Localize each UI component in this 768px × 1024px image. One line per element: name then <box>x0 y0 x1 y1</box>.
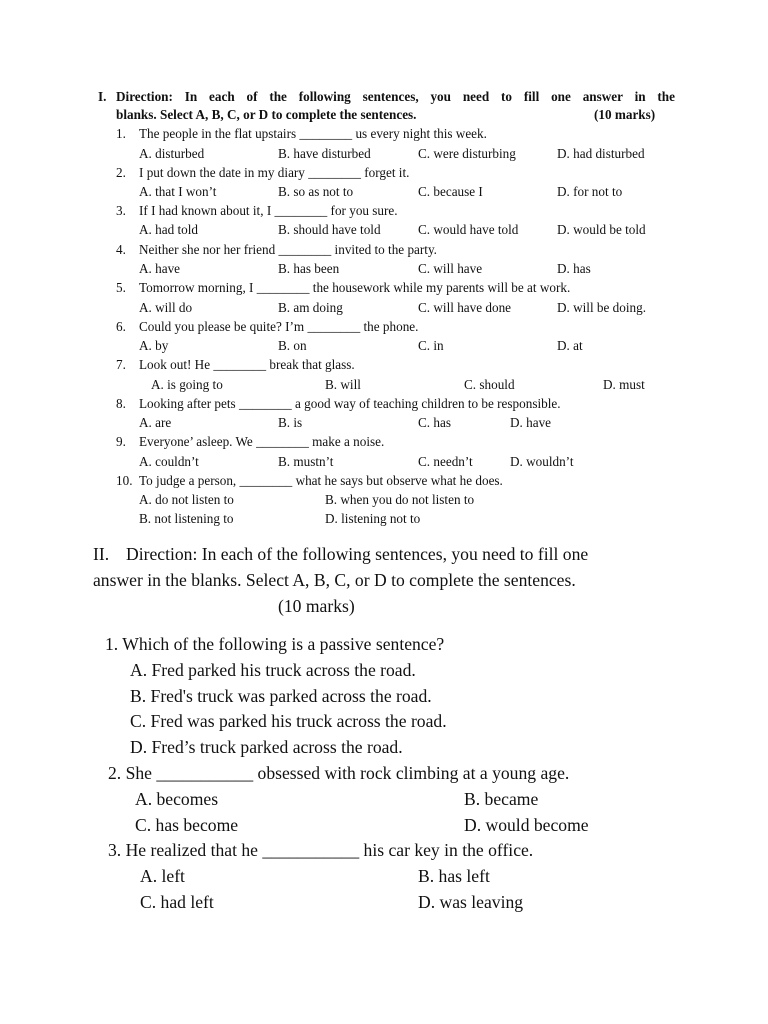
option-c: C. would have told <box>418 222 519 237</box>
section-2-direction-line-2: answer in the blanks. Select A, B, C, or D to complete the sentences. <box>93 570 576 590</box>
question-text: 1. Which of the following is a passive sentence? <box>105 634 445 654</box>
section-2-direction-line-1: Direction: In each of the following sentences, you need to fill one <box>126 544 589 564</box>
question-number: 2. <box>116 165 126 180</box>
option-d: D. would become <box>464 815 589 835</box>
option-a: A. had told <box>139 222 198 237</box>
question-number: 7. <box>116 357 126 372</box>
option-a: A. have <box>139 261 181 276</box>
option-d: D. listening not to <box>325 511 421 526</box>
option-b: B. have disturbed <box>278 146 371 161</box>
option-d: D. would be told <box>557 222 646 237</box>
option-d: D. has <box>557 261 591 276</box>
question-number: 1. <box>116 126 126 141</box>
option-a: A. Fred parked his truck across the road. <box>130 660 416 680</box>
option-c: C. should <box>464 377 515 392</box>
option-b-second: B. not listening to <box>139 511 234 526</box>
option-d: D. Fred’s truck parked across the road. <box>130 737 403 757</box>
option-c: C. has <box>418 415 451 430</box>
question-text: Looking after pets ________ a good way of teaching children to be responsible. <box>139 396 561 411</box>
option-c: C. will have done <box>418 300 512 315</box>
section-2-marks: (10 marks) <box>278 596 355 616</box>
option-c: C. in <box>418 338 444 353</box>
option-b: B. is <box>278 415 303 430</box>
option-b: B. should have told <box>278 222 381 237</box>
option-a: A. is going to <box>151 377 223 392</box>
question-text: I put down the date in my diary ________ forget it. <box>139 165 410 180</box>
question-number: 10. <box>116 473 133 488</box>
question-text: Everyone’ asleep. We ________ make a noise. <box>139 434 385 449</box>
option-b: B. became <box>464 789 539 809</box>
question-text: Look out! He ________ break that glass. <box>139 357 355 372</box>
section-1-direction-line-2: blanks. Select A, B, C, or D to complete the sentences. <box>116 107 417 122</box>
question-number: 9. <box>116 434 126 449</box>
option-c: C. had left <box>140 892 214 912</box>
option-b: B. so as not to <box>278 184 354 199</box>
option-a: A. becomes <box>135 789 219 809</box>
question-text: 3. He realized that he ___________ his car key in the office. <box>108 840 534 860</box>
question-number: 6. <box>116 319 126 334</box>
option-a: A. disturbed <box>139 146 205 161</box>
option-d: D. will be doing. <box>557 300 647 315</box>
option-b: B. on <box>278 338 307 353</box>
option-a: A. that I won’t <box>139 184 217 199</box>
option-a: A. couldn’t <box>139 454 199 469</box>
section-1-direction-line-1: Direction: In each of the following sentences, you need to fill one answer in the <box>116 89 675 104</box>
option-d: D. for not to <box>557 184 623 199</box>
option-b: B. when you do not listen to <box>325 492 475 507</box>
option-d: D. must <box>603 377 645 392</box>
question-text: Neither she nor her friend ________ invited to the party. <box>139 242 437 257</box>
option-c: C. were disturbing <box>418 146 516 161</box>
option-d: D. at <box>557 338 583 353</box>
option-d: D. have <box>510 415 552 430</box>
question-text: 2. She ___________ obsessed with rock climbing at a young age. <box>108 763 570 783</box>
question-text: The people in the flat upstairs ________ us every night this week. <box>139 126 487 141</box>
option-b: B. has left <box>418 866 490 886</box>
option-b: B. Fred's truck was parked across the road. <box>130 686 432 706</box>
option-a: A. are <box>139 415 172 430</box>
section-2-numeral: II. <box>93 544 110 564</box>
option-d: D. wouldn’t <box>510 454 574 469</box>
option-b: B. mustn’t <box>278 454 334 469</box>
option-b: B. has been <box>278 261 340 276</box>
option-a: A. by <box>139 338 169 353</box>
option-a: A. do not listen to <box>139 492 234 507</box>
question-text: To judge a person, ________ what he says but observe what he does. <box>139 473 503 488</box>
option-c: C. has become <box>135 815 239 835</box>
option-b: B. will <box>325 377 361 392</box>
option-a: A. left <box>140 866 185 886</box>
option-d: D. was leaving <box>418 892 524 912</box>
question-text: Could you please be quite? I’m ________ the phone. <box>139 319 419 334</box>
option-b: B. am doing <box>278 300 343 315</box>
question-text: If I had known about it, I ________ for you sure. <box>139 203 398 218</box>
question-number: 3. <box>116 203 126 218</box>
question-number: 8. <box>116 396 126 411</box>
option-c: C. will have <box>418 261 483 276</box>
option-a: A. will do <box>139 300 193 315</box>
section-1-numeral: I. <box>98 89 107 104</box>
option-c: C. needn’t <box>418 454 473 469</box>
section-1-marks: (10 marks) <box>594 107 656 122</box>
option-d: D. had disturbed <box>557 146 645 161</box>
question-number: 5. <box>116 280 126 295</box>
option-c: C. Fred was parked his truck across the road. <box>130 711 447 731</box>
question-text: Tomorrow morning, I ________ the housework while my parents will be at work. <box>139 280 571 295</box>
question-number: 4. <box>116 242 126 257</box>
option-c: C. because I <box>418 184 483 199</box>
